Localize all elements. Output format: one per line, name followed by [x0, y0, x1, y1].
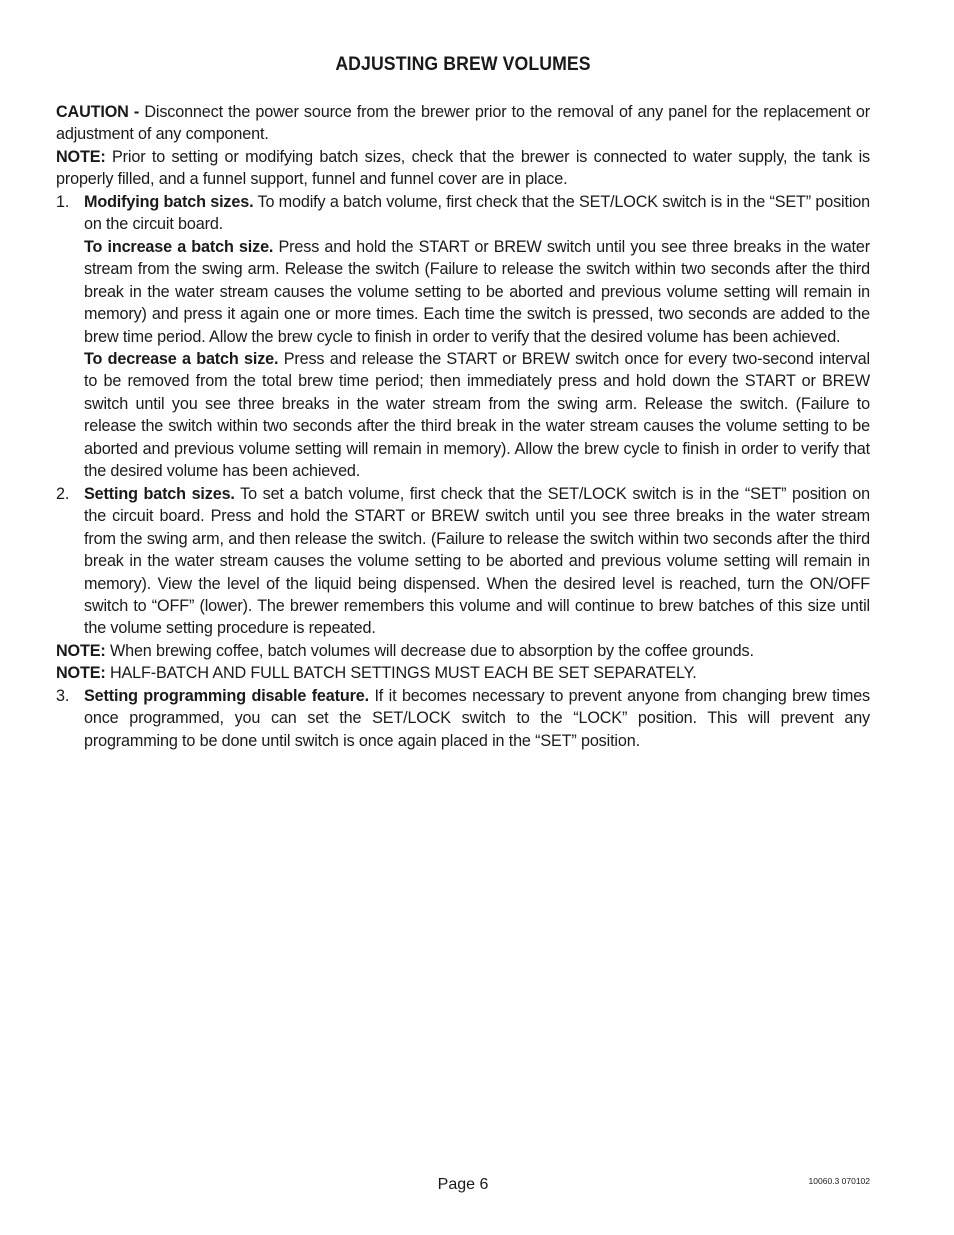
note-paragraph [56, 146, 870, 191]
modifying-paragraph [84, 191, 870, 236]
list-item-1 [56, 191, 870, 483]
document-code: 10060.3 070102 [808, 1176, 870, 1186]
list-item-content [84, 191, 870, 483]
setting-label: Setting batch sizes. [84, 484, 235, 503]
list-item-2 [56, 483, 870, 640]
note-text: Prior to setting or modifying batch sizes, check that the brewer is connected to water supply, the tank is properly filled, and a funnel support, funnel and funnel cover are in place. [56, 147, 870, 189]
disable-text: If it becomes necessary to prevent anyone from changing brew times once programmed, you can set the SET/LOCK switch to the “LOCK” position. This will prevent any programming to be done until switch is once again placed in the “SET” position. [84, 686, 870, 750]
modifying-label: Modifying batch sizes. [84, 192, 254, 211]
note-text: When brewing coffee, batch volumes will decrease due to absorption by the coffee grounds. [105, 641, 754, 660]
caution-text: Disconnect the power source from the brewer prior to the removal of any panel for the replacement or adjustment of any component. [56, 103, 870, 144]
setting-paragraph [84, 483, 870, 640]
decrease-label: To decrease a batch size. [84, 349, 279, 368]
note-label: NOTE: [56, 147, 106, 166]
document-body [56, 101, 870, 752]
page-number: Page 6 [437, 1176, 489, 1193]
note-paragraph [56, 662, 870, 684]
note-label: NOTE: [56, 641, 106, 660]
list-number: 2. [56, 484, 70, 503]
list-number: 1. [56, 192, 70, 211]
decrease-text: Press and release the START or BREW switch once for every two-second interval to be removed from the total brew time period; then immediately press and hold down the START or BREW switch until you see three breaks in the water stream from the swing arm. Release the switch. (Failure to release the switch within two seconds after the third break in the water stream causes the volume setting to be aborted and previous volume setting will remain in memory). Allow the brew cycle to finish in order to verify that the desired volume has been achieved. [84, 349, 870, 481]
caution-label: CAUTION - [56, 103, 140, 121]
increase-text: Press and hold the START or BREW switch until you see three breaks in the water stream from the swing arm. Release the switch (Failure to release the switch within two seconds after the third break in the water stream causes the volume setting to be aborted and previous volume setting will remain in memory) and press it again one or more times. Each time the switch is pressed, two seconds are added to the brew time period. Allow the brew cycle to finish in order to verify that the desired volume has been achieved. [84, 237, 870, 346]
caution-paragraph [56, 101, 870, 146]
setting-text: To set a batch volume, first check that the SET/LOCK switch is in the “SET” position on the circuit board. Press and hold the START or BREW switch until you see three breaks in the water stream from the swing arm, and then release the switch. (Failure to release the switch within two seconds after the third break in the water stream causes the volume setting to be aborted and previous volume setting will remain in memory). View the level of the liquid being dispensed. When the desired level is reached, turn the ON/OFF switch to “OFF” (lower). The brewer remembers this volume and will continue to brew batches of this size until the volume setting procedure is repeated. [84, 484, 870, 638]
note-text: HALF-BATCH AND FULL BATCH SETTINGS MUST EACH BE SET SEPARATELY. [105, 664, 697, 683]
list-item-content [84, 483, 870, 640]
increase-paragraph [84, 236, 870, 348]
list-number: 3. [56, 686, 70, 705]
modifying-text: To modify a batch volume, first check that the SET/LOCK switch is in the “SET” position on the circuit board. [84, 192, 870, 234]
increase-label: To increase a batch size. [84, 237, 274, 256]
decrease-paragraph [84, 348, 870, 483]
note-label: NOTE: [56, 664, 106, 683]
disable-label: Setting programming disable feature. [84, 686, 369, 705]
list-item-content [84, 685, 870, 752]
note-paragraph [56, 640, 870, 662]
list-item-3 [56, 685, 870, 752]
disable-paragraph [84, 685, 870, 752]
page-title: ADJUSTING BREW VOLUMES [335, 54, 591, 75]
